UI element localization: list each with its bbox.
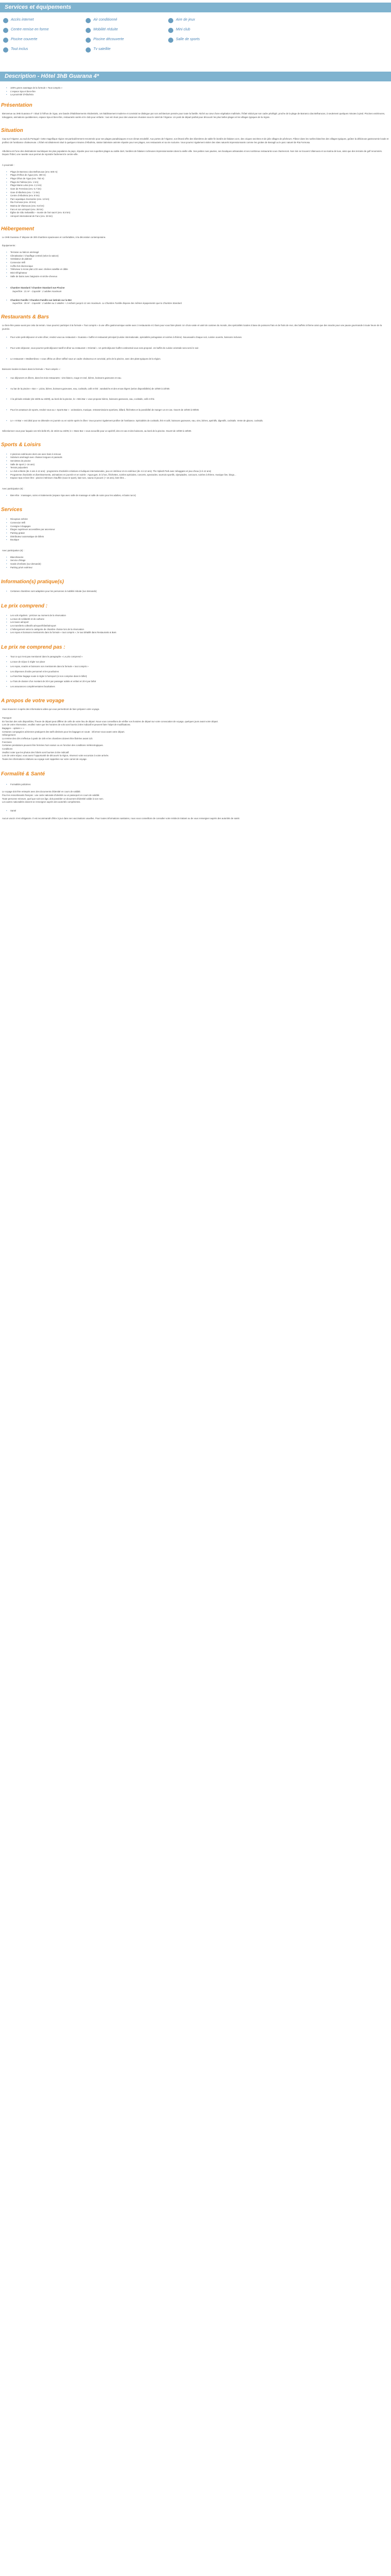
- list-item: • Les repas, snacks et boissons non mentionnés dans la formule « tout compris »: [10, 665, 391, 669]
- paragraph: Lors de votre réservation, veuillez noter que les horaires de vols sont fournis à titre indicatif et peuvent faire l'objet de modifications.: [2, 723, 131, 726]
- list-item: • 2 piscines extérieures dont une avec bain à remous: [10, 453, 391, 456]
- list-item: • Boutique: [10, 538, 391, 542]
- list-item: • Les vols réguliers : préciser au moment de la réservation: [10, 614, 391, 618]
- list-item: • Plage d'Olhos de Água (env. 300 m): [10, 174, 391, 177]
- prix-non-heading: Le prix ne comprend pas :: [1, 644, 66, 650]
- room-standard: • Chambre Standard / Chambre Standard vue Piscine Superficie : 21 m² - Capacité : 2 adultes maximum: [10, 286, 391, 293]
- snowflake-icon: [86, 18, 91, 23]
- proximity-title: À proximité :: [2, 163, 14, 166]
- list-item: • La taxe de solidarité et de carbone: [10, 618, 391, 621]
- bars-note: Sélectionnez vous pour laquais ces très belle 8h, de 15/10 au 15/09, le « Mare Bar » vous accueille pour un apéritif, des en-cas et des boissons, au bord de la piscine. Ouvert de 10h00 à 18h00.: [2, 430, 192, 433]
- wheelchair-icon: [86, 28, 91, 33]
- list-item: • La taxe de séjour à régler sur place: [10, 660, 391, 664]
- paragraph: Veuillez noter que les photos des hôtels sont fournies à titre indicatif.: [2, 751, 70, 754]
- hebergement-heading: Hébergement: [1, 226, 34, 232]
- list-item: • Connexion Wifi: [10, 261, 391, 265]
- amenity-accessible: Mobilité réduite: [86, 27, 168, 33]
- list-item: • Aux déjeuners et dîners, dans les trois restaurants : vins blancs, rouge et rosé, bières, boissons gazeuses et eau.: [10, 377, 391, 380]
- amenity-fitness: Centre remise en forme: [3, 27, 86, 33]
- formalites-paragraphs: [0, 790, 391, 804]
- list-item: • Mini-réfrigérateur: [10, 272, 391, 275]
- hebergement-text: Le 3HB Guarana 4* dispose de 300 chambres spacieuses et confortables, à la décoration contemporaine.: [2, 235, 106, 239]
- paragraph: Le voyage doit être entrepris avec des documents d'identité en cours de validité.: [2, 790, 81, 793]
- list-item: • Parking gratuit: [10, 532, 391, 535]
- restaurants-heading: Restaurants & Bars: [1, 314, 49, 320]
- desc-highlights: [0, 87, 391, 97]
- list-item: • Faro et son aéroport (env. 35 km): [10, 208, 391, 212]
- room-family: • Chambre Famille / Chambre Famille vue latérale sur la Mer Superficie : 35 m² - Capacité : 2 adultes ou 2 adultes + 2 enfants jusqu'à 12 ans maximum. La Chambre Famille dispose des mêmes équipements que la Chambre Standard.: [10, 299, 391, 306]
- paragraph: La remise des clés s'effectue à partir de 15h et les chambres doivent être libérées avant 11h.: [2, 737, 93, 740]
- list-item: • Connexion Wifi: [10, 521, 391, 525]
- amenity-internet: Accès internet: [3, 17, 86, 24]
- tv-icon: [86, 47, 91, 53]
- restaurants-intro: Le bien-être passe aussi par celui du terrain. Vous pourrez participer à la formule « Tout compris » à une offre gastronomique variée avec 3 restaurants et 3 bars pour vous faire plaisir. Un choix vaste et varié de cuisines du monde, des spécialités locales à base de poissons frais et de fruits de mer, des buffets à thème ainsi que des snacks pour une pause gourmande à toute heure de la journée.: [2, 324, 382, 330]
- list-item: • Les repas et boissons mentionnés dans la formule « tout compris »; le tout détaillé dans Restaurants & Bars: [10, 631, 391, 635]
- list-item: • À la période estivale (de 15/06 au 15/09), au bord de la piscine, le « Mini Bar » vous propose bières, boissons gazeuses, eau, cocktails, café et thé.: [10, 398, 391, 401]
- list-item: • Téléviseur à écran plat LCD avec chaînes satellite et câble: [10, 268, 391, 272]
- list-item: • Distributeur automatique de billets: [10, 535, 391, 539]
- list-item: • Programme d'activités et divertissements, animations en journée et en soirée : Aqua-gym, tir à l'arc, fléchettes, soirées spéciales, concerts, spectacles, tournois sportifs, olympiades, concours, soirées à thème, musique live, bingo...: [10, 473, 391, 477]
- list-item: • Réception 24h/24: [10, 518, 391, 521]
- list-item: • Service d'étage: [10, 559, 391, 563]
- list-item: • Marina de Vilamoura (env. 9,5 km): [10, 205, 391, 208]
- situation-heading: Situation: [1, 128, 23, 134]
- list-item: • Climatisation / chauffage central (selon la saison): [10, 255, 391, 258]
- paragraph: Transport: [2, 717, 12, 720]
- paragraph: Lors de votre séjour, vous aurez l'opportunité de découvrir la région, réservez votre excursion à votre arrivée.: [2, 754, 109, 757]
- list-item: • 100% green avantage de la formule « Tout compris »: [10, 87, 391, 90]
- paragraph: Hébergement: [2, 734, 16, 737]
- infos-heading: Information(s) pratique(s): [1, 579, 64, 585]
- paragraph: Bagages – options « »: [2, 727, 24, 730]
- list-item: • Les transferts collectifs aéroport/hôtel/aéroport: [10, 624, 391, 628]
- amenity-empty: [251, 17, 333, 24]
- prix-list: [0, 614, 391, 635]
- infos-list: [0, 590, 391, 594]
- formalites-heading: Formalité & Santé: [1, 771, 45, 777]
- paragraph: Fonctions: [2, 740, 12, 743]
- bars-list: [0, 377, 391, 422]
- list-item: • Gare d'Albufeira (env. 7,3 km): [10, 191, 391, 195]
- paid-services-title: Avec participation (€) :: [2, 549, 24, 552]
- proximity-list: [0, 171, 391, 218]
- sante-text: Aucun vaccin n'est obligatoire. Il est recommandé d'être à jour dans ses vaccinations usuelles. Pour toutes informations sanitaires, nous vous conseillons de consulter votre médecin traitant ou de vous renseigner auprès des autorités de santé.: [2, 817, 240, 820]
- list-item: • Les dépenses d'ordre personnel et les pourboires: [10, 670, 391, 674]
- list-item: • Église de São Sebastião – musée de l'art sacré (env. 8,5 km): [10, 211, 391, 215]
- amenity-empty: [251, 27, 333, 33]
- formalites-list: [0, 783, 391, 787]
- list-item: • Le « Hi-Bar » est idéal pour se détendre en journée ou en soirée après le dîner. Vous pourrez également profiter de l'ambiance. Spécialités de cocktails, thé et café, boissons gazeuses, eau, vins, bières, apéritifs, digestifs, cocktails. Vente de glaces, cocktails.: [10, 419, 391, 423]
- child-icon: [168, 28, 173, 33]
- amenity-playground: Aire de jeux: [168, 17, 251, 24]
- paragraph: Toute personne mineure, quel que soit son âge, doit posséder un document d'identité valide à son nom.: [2, 797, 104, 800]
- swing-icon: [168, 18, 173, 23]
- list-item: • Salle de bains avec baignoire et sèche-cheveux: [10, 275, 391, 279]
- situation-text-2: Albufeira est l'une des destinations touristiques les plus populaires du pays, réputée pour ses superbes plages au sable doré, bordées de falaises rocheuses impressionnantes dans la vieille ville. Ses petites rues pavées, ses boutiques artisanales et ses nombreux restaurants vous charmeront. Non loin se trouvent Vilamoura et sa marina de luxe, ainsi que des terrains de golf renommés. Depuis l'hôtel, une navette vous permet de rejoindre facilement le centre-ville.: [2, 149, 383, 156]
- list-item: • Étages supérieurs accessibles par ascenseur: [10, 528, 391, 532]
- drinks-title: Boissons locales incluses dans la formule « Tout compris » :: [2, 368, 61, 371]
- dumbbell-icon: [3, 28, 8, 33]
- situation-text-1: Cap sur l'Algarve, au sud du Portugal ! Cette magnifique région est particulièrement renommée pour ses plages paradisiaques et son climat ensoleillé. Aux portes de l'Algarve, son littoral offre des kilomètres de sable fin bordés de falaises ocre, des criques secrètes et de jolis villages de pêcheurs. Flânez dans les ruelles blanches des villages typiques, goûtez la délicieuse gastronomie locale et profitez de l'ambiance chaleureuse. L'hôtel est idéalement situé à quelques minutes d'Albufeira, station balnéaire animée réputée pour ses plages, ses restaurants et sa vie nocturne. Vous pourrez également visiter des sites naturels impressionnants comme les grottes de Benagil ou le parc naturel de Ria Formosa.: [2, 138, 389, 144]
- prix-non-list: [0, 655, 391, 689]
- paragraph: Certaines compagnies aériennes pratiquent des tarifs distincts pour les bagages en soute : informez-vous avant votre départ.: [2, 730, 125, 733]
- prix-heading: Le prix comprend :: [1, 603, 48, 609]
- list-item: • Santé: [10, 809, 391, 813]
- list-item: • Coffre-fort électronique: [10, 265, 391, 268]
- pool-icon: [86, 38, 91, 43]
- list-item: • La franchise bagage soute à régler à l'aéroport (si non comprise dans le billet): [10, 675, 391, 679]
- list-item: • Formalités policières: [10, 783, 391, 787]
- sports-list: [0, 453, 391, 480]
- list-item: • Espace Spa et bien-être : piscine intérieure chauffée (sous le sport), bain turc, sauna et jacuzzi (+ 16 ans), bien-être...: [10, 477, 391, 480]
- indoor-pool-icon: [3, 38, 8, 43]
- paragraph: Certaines prestations peuvent être fermées hors saison ou en fonction des conditions météorologiques.: [2, 744, 104, 747]
- services-heading: Services: [1, 507, 23, 513]
- amenity-empty: [251, 37, 333, 43]
- amenity-gym: Salle de sports: [168, 37, 251, 43]
- amenity-miniclub: Mini club: [168, 27, 251, 33]
- presentation-text: Bienvenue au 3HB Guarana 4* ! Situé à l'Olhos de Água, une bande d'établissements résidentiels, cet établissement moderne et convivial se distingue par son architecture pensée pour toute la famille. Niché au cœur d'une végétation maîtrisée, l'hôtel séduit par son cadre privilégié, proche de la plage de Barranco das Belharucas, à seulement quelques minutes à pied. Piscines extérieures, toboggans, animations quotidiennes, espace Spa et bien-être, restaurants variés et le club pour enfants : tout est réuni pour des vacances réussies sous le soleil de l'Algarve. Un point de départ parfait pour découvrir les plus belles plages et les villages typiques de la région.: [2, 112, 385, 118]
- list-item: • Le restaurant « Mediterrâneo » vous offrira un dîner raffiné sous un cadre chaleureux et convivial, près de la piscine, avec des plats typiques de la région.: [10, 358, 391, 361]
- services-list: [0, 518, 391, 542]
- paid-activities-list: [0, 494, 391, 498]
- apropos-paragraphs: [0, 717, 391, 761]
- amenity-aircon: Air conditionné: [86, 17, 168, 24]
- apropos-heading: A propos de votre voyage: [1, 698, 64, 704]
- list-item: • Solarium aménagé avec chaises longues et parasols: [10, 456, 391, 460]
- paragraph: Toutes les informations relatives au voyage sont rappelées sur votre carnet de voyage.: [2, 757, 87, 760]
- sports-heading: Sports & Loisirs: [1, 442, 41, 448]
- list-item: • Pour votre petit-déjeuner et votre dîner, rendez-vous au restaurant « Guarana » buffet et restaurant principal (cuisine internationale, spécialités portugaises et soirées à thème). Nouveautés chaque soir, cuisine ouverte, boissons incluses.: [10, 336, 391, 340]
- list-item: • Certaines chambres sont adaptées pour les personnes à mobilité réduite (sur demande): [10, 590, 391, 594]
- list-item: • Plage de Falésia (env. 1 km): [10, 181, 391, 184]
- list-item: • Plage Olhos de Água (env. 750 m): [10, 177, 391, 181]
- list-item: • Bien-être : massages, soins et traitements (espace Spa avec salle de massage et salle de soins pour les adultes, et bains turcs): [10, 494, 391, 498]
- paid-services-list: [0, 556, 391, 570]
- list-item: • Pour votre déjeuner, vous pourrez petit-déjeuner tardif et dîner au restaurant « Oriental ». Un petit-déjeuner buffet continental vous sera proposé. Un buffet de cuisine orientale sera servi le soir.: [10, 347, 391, 350]
- list-item: • Consigne à bagages: [10, 525, 391, 529]
- list-item: • Pour les amateurs de sports, rendez-vous au « Sports Bar » : animations, musique, retransmissions sportives, billard, fléchettes et la possibilité de manger un en-cas. Ouvert de 10h00 à 00h00.: [10, 409, 391, 412]
- amenity-satellite-tv: Tv satellite: [86, 46, 168, 53]
- paragraph: Les autres nationalités doivent se renseigner auprès des autorités compétentes.: [2, 801, 81, 804]
- list-item: • Plage Maria Luísa (env. 2,1 km): [10, 184, 391, 188]
- amenity-outdoor-pool: Piscine découverte: [86, 37, 168, 43]
- list-item: • Gare de Ferreiras (env. 6,7 km): [10, 188, 391, 191]
- paragraph: En fonction des vols disponibles, l'heure de départ peut différer de celle de votre lieu de départ. Nous vous conseillons de vérifier vos horaires de départ sur votre convocation de voyage, quelques jours avant votre départ.: [2, 720, 219, 723]
- amenities-grid: [0, 12, 391, 53]
- list-item: • Parc aquatique Zoomarine (env. 12 km): [10, 198, 391, 201]
- paragraph: Conditions: [2, 748, 13, 750]
- amenity-indoor-pool: Piscine couverte: [3, 37, 86, 43]
- list-item: • Les taxes aéroport: [10, 621, 391, 624]
- list-item: • Au bar de la piscine « Bar » : pizza, bières, boissons gazeuses, eau, cocktails, café et thé ; sandwichs et des encas légers (selon disponibilités) de 10h00 à 22h00.: [10, 387, 391, 391]
- list-item: • Salle de sport (+ 16 ans): [10, 463, 391, 467]
- list-item: • Garde d'enfants (sur demande): [10, 563, 391, 566]
- rooms-list: [0, 286, 391, 306]
- list-item: • Ventilateur de plafond: [10, 258, 391, 261]
- list-item: • L'espace Spa et bien-être: [10, 90, 391, 94]
- list-item: • Ria Formosa (env. 20 km): [10, 201, 391, 205]
- all-inclusive-icon: [3, 47, 8, 53]
- services-banner: Services et équipements: [0, 3, 391, 12]
- list-item: • Serviettes de piscine: [10, 460, 391, 463]
- gym-icon: [168, 38, 173, 43]
- restaurants-list: [0, 336, 391, 361]
- list-item: • Terrain polyvalent: [10, 466, 391, 470]
- list-item: • Centre d'Albufeira (env. 8 km): [10, 194, 391, 198]
- sante-list: [0, 809, 391, 813]
- list-item: • Le club enfants (de 4 ans à 12 ans) : programme d'activités créatives et ludiques internationales, jeux en intérieur et en extérieur (de 4 à 12 ans). The Splash Park avec toboggans et jeux d'eau (4 à 12 ans): [10, 470, 391, 473]
- paragraph: Pour les ressortissants français : une carte nationale d'identité ou un passeport en cours de validité.: [2, 793, 100, 796]
- list-item: • La proximité d'Albufeira: [10, 93, 391, 97]
- apropos-intro: Vous trouverez ci-après des informations utiles qui vous permettront de bien préparer votre voyage.: [2, 708, 100, 711]
- equipment-title: Équipements :: [2, 244, 17, 247]
- list-item: • L'hébergement selon la catégorie de chambre choisie lors de la réservation: [10, 628, 391, 632]
- list-item: • Aéroport international de Faro (env. 33 km): [10, 215, 391, 218]
- wifi-icon: [3, 18, 8, 23]
- presentation-heading: Présentation: [1, 102, 32, 108]
- paid-activities-title: Avec participation (€) :: [2, 487, 24, 490]
- list-item: • Plage de Barranco das Belharucas (env. 500 m): [10, 171, 391, 174]
- description-banner: Description - Hôtel 3hB Guarana 4*: [0, 72, 391, 81]
- amenity-all-inclusive: Tout inclus: [3, 46, 86, 53]
- list-item: • Blanchisserie: [10, 556, 391, 560]
- list-item: • Les assurances complémentaires facultatives: [10, 685, 391, 689]
- list-item: • Le frais de dossier d'un montant de 30 € par passager adulte et enfant et 20 € par bébé: [10, 680, 391, 684]
- equipment-list: [0, 251, 391, 278]
- list-item: • Parking privé extérieur: [10, 566, 391, 570]
- list-item: • Tout ce qui n'est pas mentionné dans le paragraphe « Le prix comprend »: [10, 655, 391, 659]
- list-item: • Terrasse ou balcon aménagé: [10, 251, 391, 255]
